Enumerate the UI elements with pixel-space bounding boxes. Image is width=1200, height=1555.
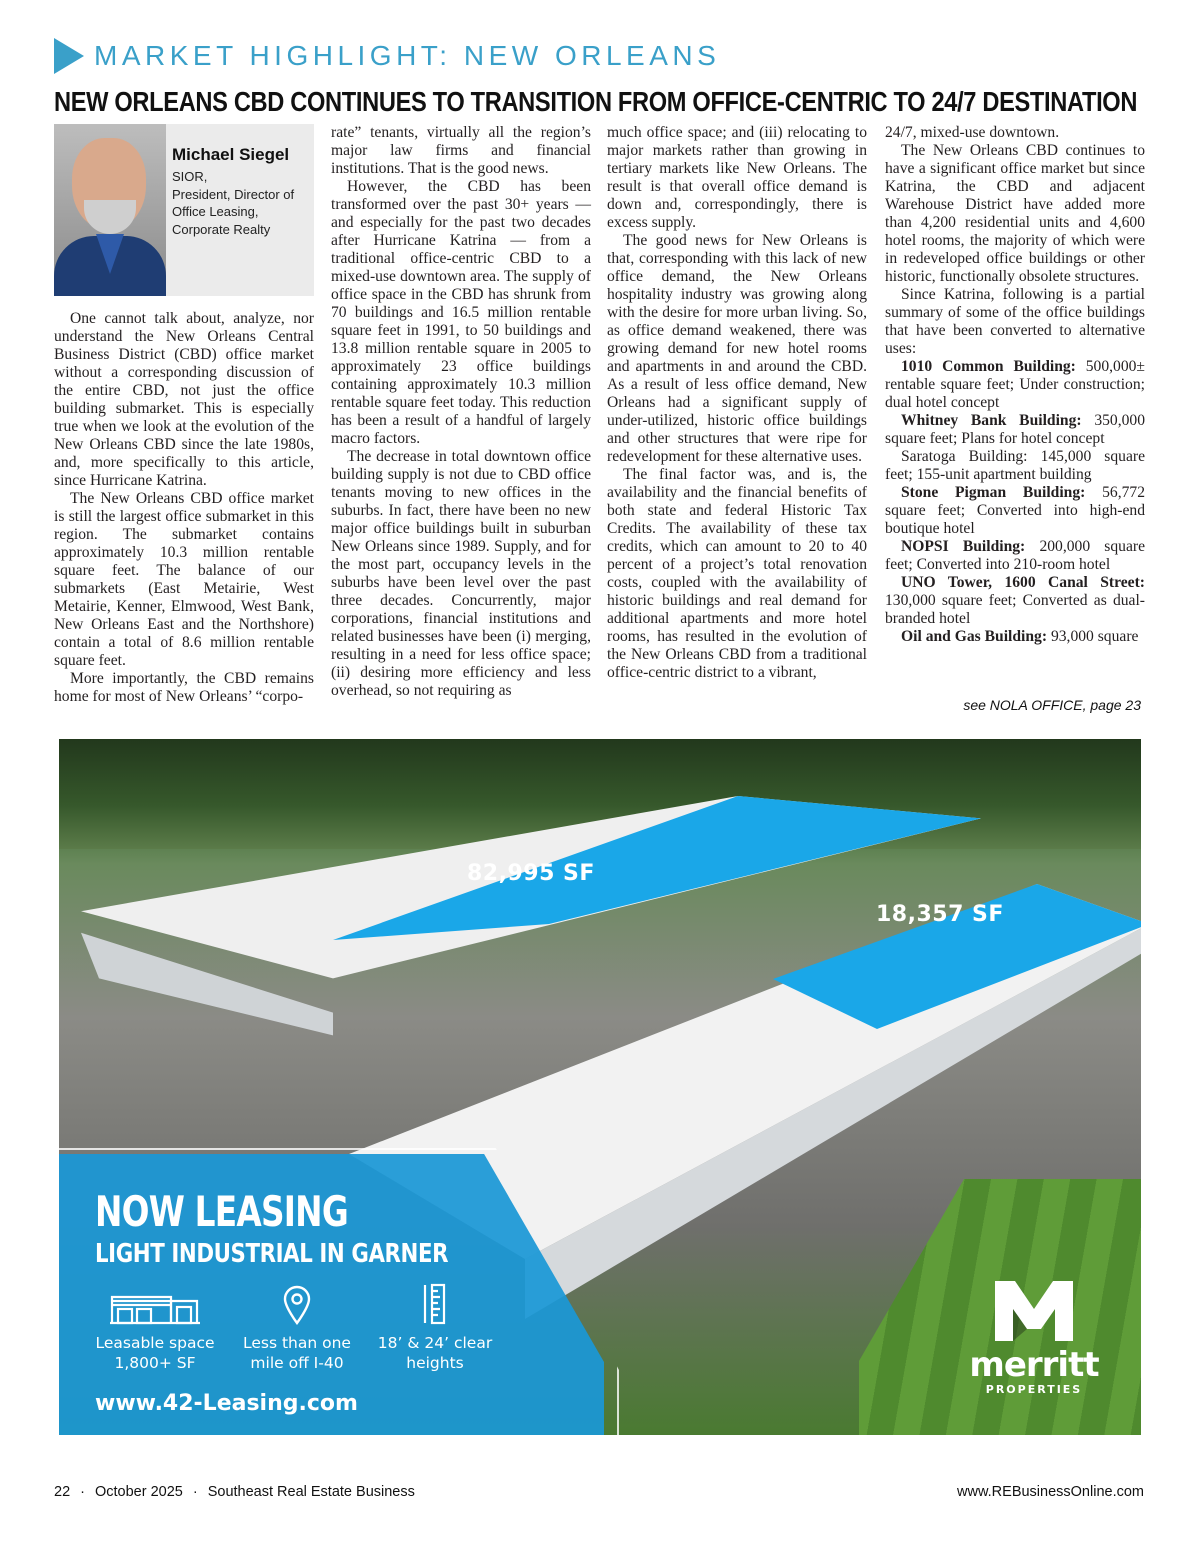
paragraph: The final factor was, and is, the availability and the financial benefits of both state and federal Historic Tax Credits. The availability of these tax credits, which can amount to 20 to 40 percent of a project’s total renovation costs, coupled with the availability of historic buildings and real demand for additional apartments and more hotel rooms, has resulted in the evolution of the New Orleans CBD from a traditional office-centric district to a vibrant,	[607, 466, 867, 681]
paragraph: More importantly, the CBD remains home for most of New Orleans’ “corpo-	[54, 670, 314, 705]
conversion-item: NOPSI Building: 200,000 square feet; Converted into 210-room hotel	[885, 538, 1145, 573]
publication-website[interactable]: www.REBusinessOnline.com	[957, 1484, 1144, 1500]
page-number: 22	[54, 1484, 71, 1500]
brand-name: merritt	[969, 1345, 1099, 1385]
author-photo	[54, 124, 166, 296]
merritt-logo	[959, 1279, 1109, 1396]
ad-subheadline: LIGHT INDUSTRIAL IN GARNER	[95, 1239, 449, 1269]
paragraph: Since Katrina, following is a partial summary of some of the office buildings that have been converted to alternative uses:	[885, 286, 1145, 357]
article-column-4	[885, 124, 1145, 646]
continued-jump-line: see NOLA OFFICE, page 23	[963, 697, 1141, 713]
conversion-item: UNO Tower, 1600 Canal Street: 130,000 square feet; Converted as dual-branded hotel	[885, 574, 1145, 627]
paragraph: rate” tenants, virtually all the region’s major law firms and financial institutions. That is the good news.	[331, 124, 591, 177]
feature-label: 18’ & 24’ clear heights	[377, 1334, 493, 1372]
advertisement	[59, 739, 1141, 1435]
feature-leasable-space	[85, 1283, 225, 1373]
conversion-item: Saratoga Building: 145,000 square feet; 155-unit apartment building	[885, 448, 1145, 483]
ruler-icon	[365, 1283, 505, 1325]
page-footer-left: 22 · October 2025 · Southeast Real Estate Business	[54, 1484, 415, 1500]
space-size-label: 18,357 SF	[876, 902, 1004, 927]
feature-label: Leasable space 1,800+ SF	[95, 1334, 215, 1372]
paragraph: However, the CBD has been transformed over the past 30+ years — and especially for the past two decades after Hurricane Katrina — from a traditional office-centric CBD to a mixed-use downtown area. The supply of office space in the CBD has shrunk from 70 buildings and 16.5 million rentable square feet in 1991, to 50 buildings and 13.8 million rentable square in 2005 to approximately 23 office buildings containing approximately 10.3 million rentable square feet today. This reduction has been a result of a handful of largely macro factors.	[331, 178, 591, 447]
article-column-3	[607, 124, 867, 682]
brand-sub: PROPERTIES	[985, 1383, 1083, 1396]
paragraph: The New Orleans CBD continues to have a significant office market but since Katrina, the CBD and adjacent Warehouse District have added more than 4,200 residential units and 4,600 hotel rooms, the majority of which were in redeveloped office buildings or other historic, functionally obsolete structures.	[885, 142, 1145, 285]
kicker-text: MARKET HIGHLIGHT: NEW ORLEANS	[94, 40, 721, 71]
logo-mark-icon	[991, 1279, 1077, 1343]
paragraph: The decrease in total downtown office building supply is not due to CBD office tenants moving to new offices in the suburbs. In fact, there have been no new major office buildings built in suburban New Orleans since 1989. Supply, and for the most part, occupancy levels in the suburbs have been level over the past three decades. Concurrently, major corporations, financial institutions and related businesses have been (i) merging, resulting in a need for less office space; (ii) desiring more efficiency and less overhead, so not requiring as	[331, 448, 591, 699]
conversion-item: Whitney Bank Building: 350,000 square feet; Plans for hotel concept	[885, 412, 1145, 447]
building-icon	[85, 1283, 225, 1325]
feature-clear-heights	[365, 1283, 505, 1373]
article-headline: NEW ORLEANS CBD CONTINUES TO TRANSITION FROM OFFICE-CENTRIC TO 24/7 DESTINATION	[54, 86, 1138, 117]
conversion-item: Stone Pigman Building: 56,772 square feet; Converted into high-end boutique hotel	[885, 484, 1145, 537]
ad-headline: NOW LEASING	[95, 1187, 348, 1236]
author-title: SIOR, President, Director of Office Leasing, Corporate Realty	[172, 169, 295, 237]
issue-date: October 2025	[94, 1484, 183, 1500]
feature-label: Less than one mile off I-40	[243, 1334, 351, 1372]
author-name: Michael Siegel	[172, 145, 290, 164]
article-column-2	[331, 124, 591, 700]
location-pin-icon	[227, 1283, 367, 1325]
paragraph: 24/7, mixed-use downtown.	[885, 124, 1060, 141]
arrow-icon	[54, 38, 84, 74]
paragraph: The New Orleans CBD office market is still the largest office submarket in this region. The submarket contains approximately 10.3 million rentable square feet. The balance of our submarkets (East Metairie, West Metairie, Kenner, Elmwood, West Bank, New Orleans East and the Northshore) contain a total of 8.6 million rentable square feet.	[54, 490, 314, 669]
article-column-1	[54, 124, 314, 706]
ad-website-link[interactable]: www.42-Leasing.com	[95, 1391, 358, 1416]
feature-location	[227, 1283, 367, 1373]
section-kicker	[54, 36, 720, 76]
paragraph: One cannot talk about, analyze, nor understand the New Orleans Central Business District (CBD) office market without a corresponding discussion of the entire CBD, not just the office building submarket. This is especially true when we look at the evolution of the New Orleans CBD since the late 1980s, and, more specifically to this article, since Hurricane Katrina.	[54, 310, 314, 489]
author-box	[54, 124, 314, 296]
publication-name: Southeast Real Estate Business	[207, 1484, 415, 1500]
paragraph: much office space; and (iii) relocating to major markets rather than growing in tertiary markets like New Orleans. The result is that overall office demand is down and, correspondingly, there is excess supply.	[607, 124, 867, 231]
paragraph: The good news for New Orleans is that, corresponding with this lack of new office demand, the New Orleans hospitality industry was growing along with the desire for more urban living. So, as office demand weakened, there was growing demand for new hotel rooms and apartments in and around the CBD. As a result of less office demand, New Orleans had a significant supply of under-utilized, historic office buildings and other structures that were ripe for redevelopment for these alternative uses.	[607, 232, 867, 465]
conversion-item: 1010 Common Building: 500,000± rentable square feet; Under construction; dual hotel concept	[885, 358, 1145, 411]
space-size-label: 82,995 SF	[467, 861, 595, 886]
conversion-item: Oil and Gas Building: 93,000 square	[901, 628, 1139, 645]
